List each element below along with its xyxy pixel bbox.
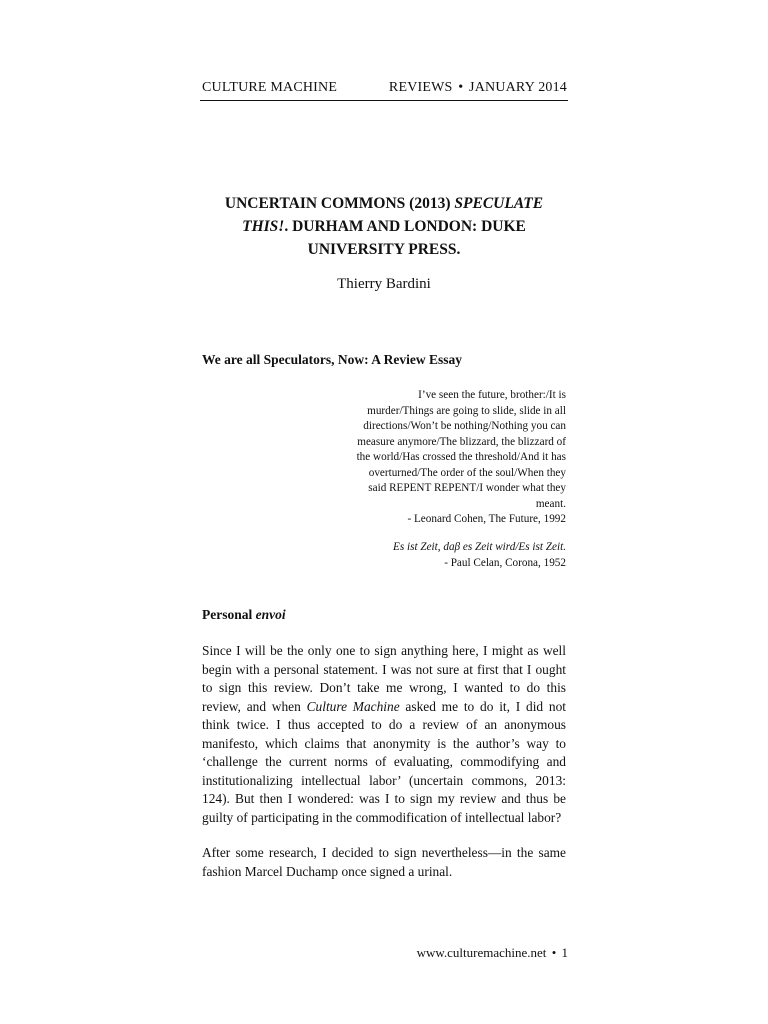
epigraph-celan-text: Es ist Zeit, daβ es Zeit wird/Es ist Zeit. — [393, 541, 566, 553]
running-header — [202, 80, 567, 96]
personal-envoi-heading — [202, 607, 286, 623]
paragraph-1-part-b: asked me to do it, I did not think twice. I thus accepted to do a review of an anonymous manifesto, which claims that anonymity is the author’s way to ‘challenge the current norms of evaluating, commodifying and institutionalizing intellectual labor’ (uncertain commons, 2013: 124). But then I wondered: was I to sign my review and thus be guilty of participating in the commodification of intellectual labor? — [202, 698, 566, 825]
issue-section: REVIEWS — [388, 80, 453, 95]
footer-website: www.culturemachine.net — [416, 945, 547, 960]
title-part-1: UNCERTAIN COMMONS (2013) — [224, 195, 455, 212]
issue-date: JANUARY 2014 — [469, 80, 567, 95]
paragraph-1 — [202, 642, 566, 827]
epigraph-cohen-text: I’ve seen the future, brother:/It is murder/Things are going to slide, slide in all directions/Won’t be nothing/Nothing you can measure anymore/The blizzard, the blizzard of the world/Has crossed the threshold/And it has overturned/The order of the soul/When they said REPENT REPENT/I wonder what they meant. — [356, 389, 566, 510]
review-title — [200, 192, 568, 261]
epigraph-cohen-attribution: - Leonard Cohen, The Future, 1992 — [407, 513, 566, 525]
essay-heading: We are all Speculators, Now: A Review Essay — [202, 352, 462, 367]
epigraph-celan-attribution: - Paul Celan, Corona, 1952 — [444, 556, 566, 569]
personal-heading-text: Personal — [202, 607, 256, 622]
title-book-name: SPECULATE THIS! — [242, 195, 544, 235]
paragraph-1-part-a: Since I will be the only one to sign anything here, I might as well begin with a personal statement. I was not sure at first that I ought to sign this review. Don’t take me wrong, I wanted to do this review, and when — [202, 643, 566, 714]
title-part-2: . DURHAM AND LONDON: DUKE UNIVERSITY PRESS. — [284, 218, 526, 258]
issue-info — [389, 80, 567, 96]
author-name: Thierry Bardini — [337, 276, 431, 292]
page-footer — [417, 945, 568, 961]
epigraph-cohen — [352, 388, 566, 528]
footer-bullet: • — [551, 945, 557, 960]
header-rule — [200, 100, 568, 101]
paragraph-2: After some research, I decided to sign nevertheless—in the same fashion Marcel Duchamp once signed a urinal. — [202, 845, 566, 879]
epigraph-celan — [352, 540, 566, 571]
journal-name: CULTURE MACHINE — [202, 80, 338, 95]
header-bullet: • — [458, 80, 464, 95]
personal-heading-italic: envoi — [255, 607, 286, 622]
page-number: 1 — [561, 945, 568, 960]
paragraph-1-journal-name: Culture Machine — [306, 698, 400, 714]
